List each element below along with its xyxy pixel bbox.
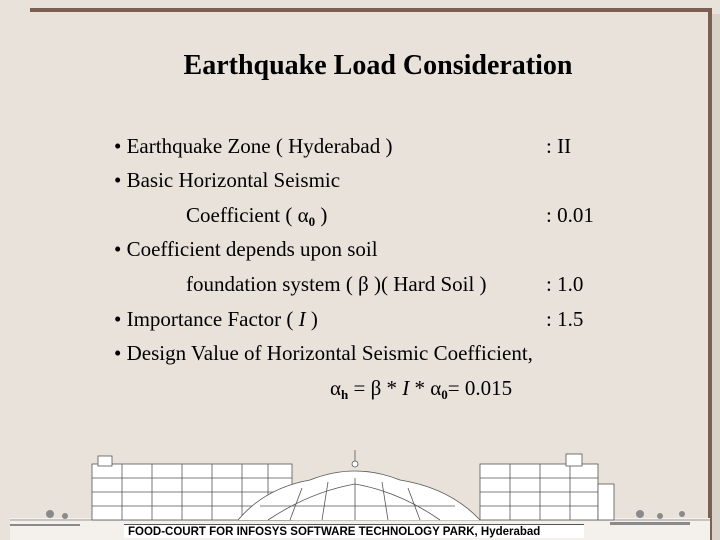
formula-alpha-h-subscript: h bbox=[341, 387, 349, 402]
coefficient-alpha0-close: ) bbox=[315, 203, 328, 227]
foundation-system-line bbox=[186, 274, 487, 295]
footer-caption: FOOD-COURT FOR INFOSYS SOFTWARE TECHNOLOGY PARK, Hyderabad bbox=[124, 524, 584, 538]
coefficient-alpha0-text: Coefficient ( α bbox=[186, 203, 309, 227]
importance-factor-close: ) bbox=[305, 307, 318, 331]
bullet-basic-seismic-text: • Basic Horizontal Seismic bbox=[114, 168, 341, 192]
earthquake-zone-value: : II bbox=[546, 134, 572, 158]
bullet-soil-coefficient-text: • Coefficient depends upon soil bbox=[114, 237, 378, 261]
coefficient-alpha0-line bbox=[186, 205, 327, 228]
formula-eq1: = β * bbox=[348, 376, 403, 400]
bullet-earthquake-zone-text: • Earthquake Zone ( Hyderabad ) bbox=[114, 134, 393, 158]
bullet-design-value-text: • Design Value of Horizontal Seismic Coefficient, bbox=[114, 341, 533, 365]
beta-value: : 1.0 bbox=[546, 272, 584, 296]
formula-eq2: * α bbox=[409, 376, 442, 400]
importance-factor-value: : 1.5 bbox=[546, 307, 584, 331]
formula-importance-symbol: I bbox=[402, 376, 410, 400]
alpha0-value: : 0.01 bbox=[546, 203, 594, 227]
bullet-design-value bbox=[114, 343, 533, 364]
foundation-system-text: foundation system ( β )( Hard Soil ) bbox=[186, 272, 487, 296]
formula-alpha: α bbox=[330, 376, 342, 400]
frame-top-border bbox=[30, 8, 712, 12]
bullet-soil-coefficient bbox=[114, 239, 378, 260]
bullet-earthquake-zone bbox=[114, 136, 392, 157]
importance-factor-text: • Importance Factor ( bbox=[114, 307, 299, 331]
bullet-basic-seismic bbox=[114, 170, 340, 191]
frame-shadow bbox=[712, 14, 720, 540]
design-formula bbox=[330, 378, 512, 401]
slide-title: Earthquake Load Consideration bbox=[183, 50, 573, 81]
formula-result: = 0.015 bbox=[447, 376, 513, 400]
bullet-importance-factor bbox=[114, 309, 318, 330]
importance-factor-symbol: I bbox=[298, 307, 306, 331]
alpha0-subscript: 0 bbox=[308, 214, 316, 229]
right-building bbox=[480, 454, 614, 520]
formula-alpha0-subscript: 0 bbox=[441, 387, 448, 402]
